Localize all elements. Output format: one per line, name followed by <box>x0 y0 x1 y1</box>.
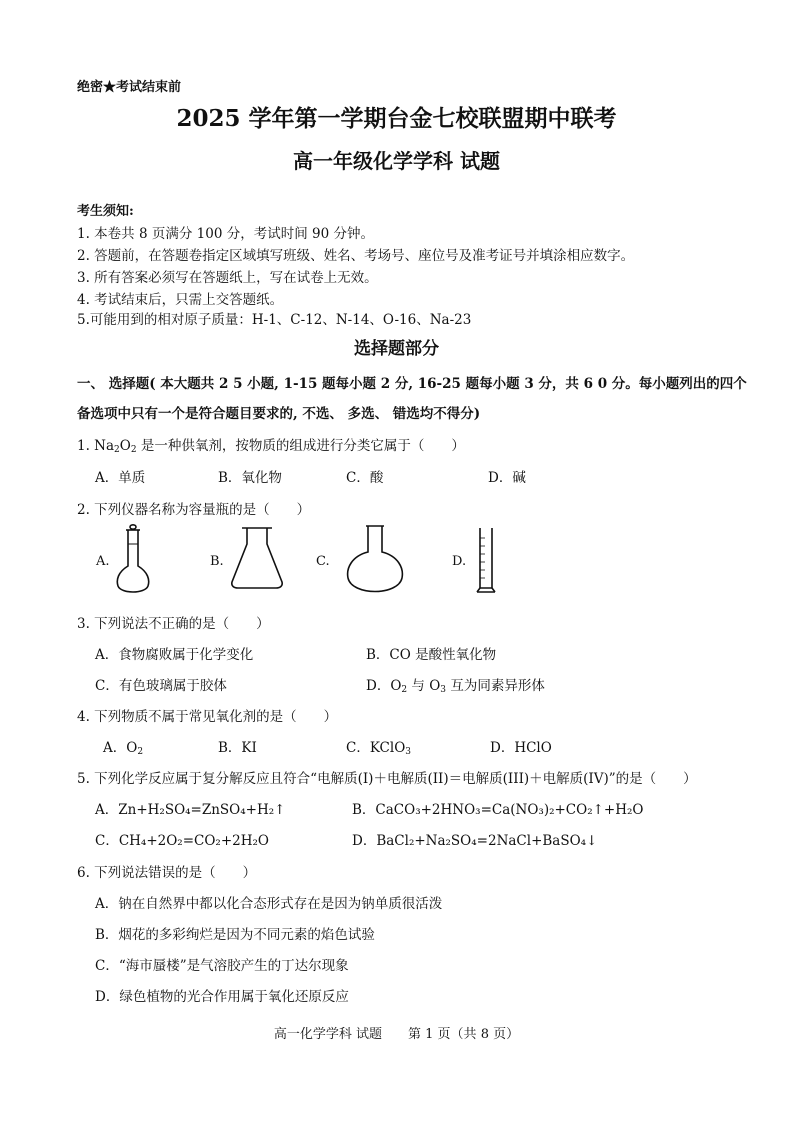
question-6-option-a: A．钠在自然界中都以化合态形式存在是因为钠单质很活泼 <box>95 896 443 912</box>
question-2-label-c: C. <box>316 554 330 569</box>
question-1-option-b: B．氧化物 <box>218 470 282 486</box>
question-3-option-c: C．有色玻璃属于胶体 <box>95 678 227 694</box>
question-5-stem: 5. 下列化学反应属于复分解反应且符合“电解质(I)＋电解质(II)＝电解质(III)＋电解质(IV)”的是（ ） <box>77 771 697 787</box>
notice-heading: 考生须知: <box>77 204 134 219</box>
question-4-option-c: C．KClO$_3$ <box>346 740 412 757</box>
notice-item: 3. 所有答案必须写在答题纸上，写在试卷上无效。 <box>77 270 378 286</box>
notice-item: 1. 本卷共 8 页满分 100 分，考试时间 90 分钟。 <box>77 226 374 242</box>
question-3-option-a: A．食物腐败属于化学变化 <box>95 647 254 663</box>
round-bottom-flask-icon <box>344 522 406 602</box>
question-5-option-a: A．Zn+H₂SO₄=ZnSO₄+H₂↑ <box>95 802 286 818</box>
question-4-option-b: B．KI <box>218 740 257 756</box>
notice-item: 4. 考试结束后，只需上交答题纸。 <box>77 292 284 308</box>
question-1-option-d: D．碱 <box>488 470 526 486</box>
question-2-stem: 2. 下列仪器名称为容量瓶的是（ ） <box>77 502 311 518</box>
question-2-label-b: B. <box>210 554 224 569</box>
question-3-stem: 3. 下列说法不正确的是（ ） <box>77 616 270 632</box>
question-2-label-d: D. <box>452 554 467 569</box>
question-4-option-d: D．HClO <box>490 740 552 756</box>
question-4-option-a: A．$O_2$ <box>103 740 144 757</box>
question-6-option-c: C．“海市蜃楼”是气溶胶产生的丁达尔现象 <box>95 958 349 974</box>
question-6-option-b: B．烟花的多彩绚烂是因为不同元素的焰色试验 <box>95 927 375 943</box>
exam-title: 2025 学年第一学期台金七校联盟期中联考 <box>176 105 617 132</box>
part-instructions-line1: 一、 选择题( 本大题共 2 5 小题, 1-15 题每小题 2 分, 16-25 题每小题 3 分，共 6 0 分。每小题列出的四个 <box>77 376 747 392</box>
notice-item: 2. 答题前，在答题卷指定区域填写班级、姓名、考场号、座位号及准考证号并填涂相应数字。 <box>77 248 635 264</box>
exam-subtitle: 高一年级化学学科 试题 <box>293 149 500 173</box>
notice-item: 5.可能用到的相对原子质量：H-1、C-12、N-14、O-16、Na-23 <box>77 312 472 328</box>
question-3-option-d: D．$O_2$ 与 $O_3$ 互为同素异形体 <box>366 678 545 695</box>
question-5-option-b: B．CaCO₃+2HNO₃=Ca(NO₃)₂+CO₂↑+H₂O <box>352 802 644 818</box>
question-5-option-d: D．BaCl₂+Na₂SO₄=2NaCl+BaSO₄↓ <box>352 833 598 849</box>
question-5-option-c: C．CH₄+2O₂=CO₂+2H₂O <box>95 833 269 849</box>
question-6-stem: 6. 下列说法错误的是（ ） <box>77 865 257 881</box>
question-1-option-a: A．单质 <box>95 470 146 486</box>
question-1-stem: 1. $Na_2O_2$ 是一种供氧剂，按物质的组成进行分类它属于（ ） <box>77 438 465 455</box>
question-2-label-a: A. <box>96 554 110 569</box>
question-4-stem: 4. 下列物质不属于常见氧化剂的是（ ） <box>77 709 338 725</box>
question-3-option-b: B．CO 是酸性氧化物 <box>366 647 497 663</box>
question-1-option-c: C．酸 <box>346 470 384 486</box>
page-footer: 高一化学学科 试题 第 1 页（共 8 页） <box>273 1027 520 1042</box>
volumetric-flask-icon <box>112 522 154 598</box>
graduated-cylinder-icon <box>474 524 498 596</box>
erlenmeyer-flask-icon <box>228 524 286 592</box>
part-instructions-line2: 备选项中只有一个是符合题目要求的, 不选、 多选、 错选均不得分) <box>77 406 481 422</box>
section-title: 选择题部分 <box>354 339 439 359</box>
confidential-label: 绝密★考试结束前 <box>77 80 182 95</box>
question-6-option-d: D．绿色植物的光合作用属于氧化还原反应 <box>95 989 349 1005</box>
